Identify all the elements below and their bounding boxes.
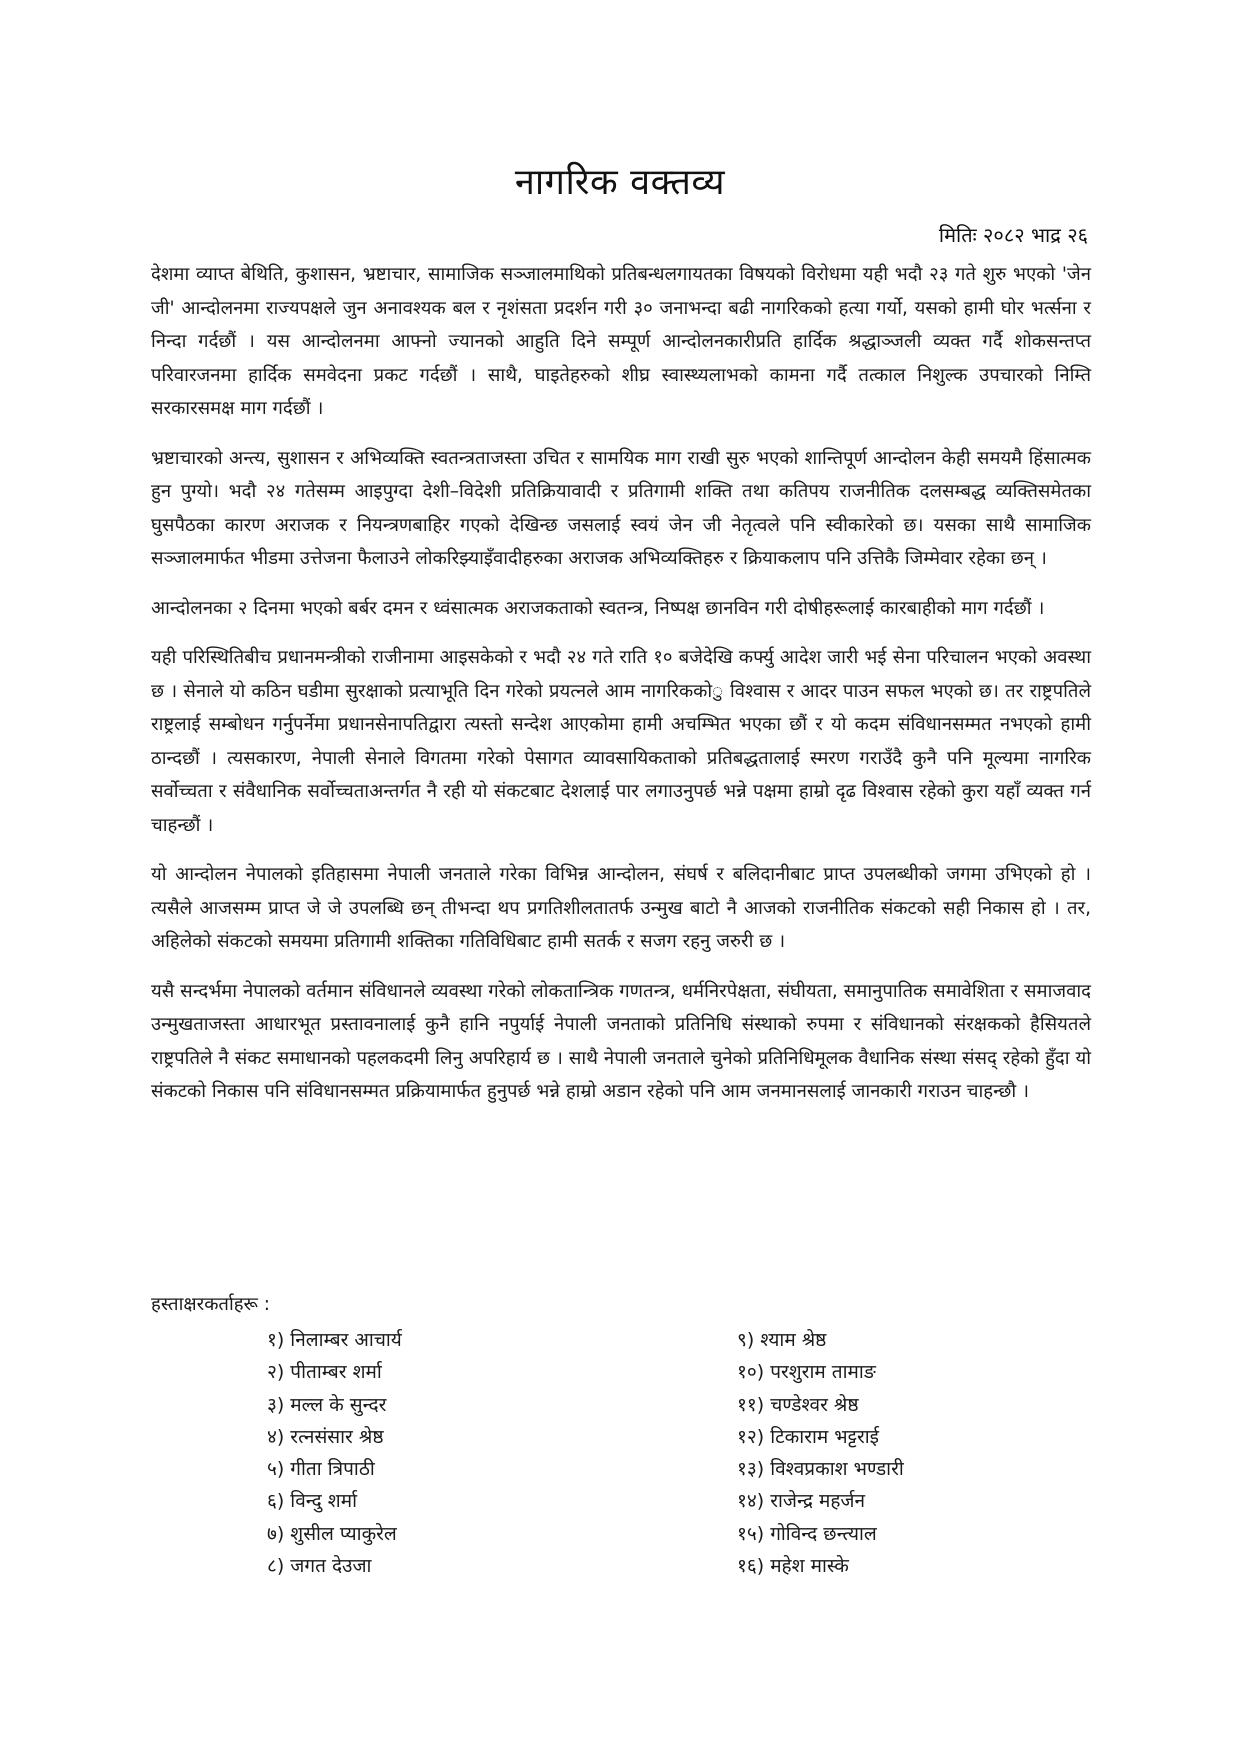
signatory-item xyxy=(737,1453,904,1485)
signatory-number: ११) xyxy=(737,1393,765,1416)
signatory-number: ५) xyxy=(267,1458,285,1481)
document-title: नागरिक वक्तव्य xyxy=(514,162,726,203)
signatory-name: विन्दु शर्मा xyxy=(290,1490,357,1513)
paragraph-history: यो आन्दोलन नेपालको इतिहासमा नेपाली जनताले गरेका विभिन्न आन्दोलन, संघर्ष र बलिदानीबाट प्राप्त उपलब्धीको जगमा उभिएको हो । त्यसैले आजसम्म प्राप्त जे जे उपलब्धि छन् तीभन्दा थप प्रगतिशीलतातर्फ उन्मुख बाटो नै आजको राजनीतिक संकटको सही निकास हो । तर, अहिलेको संकटको समयमा प्रतिगामी शक्तिका गतिविधिबाट हामी सतर्क र सजग रहनु जरुरी छ । xyxy=(151,864,1091,952)
signatory-name: निलाम्बर आचार्य xyxy=(290,1329,402,1351)
signatory-name: गीता त्रिपाठी xyxy=(290,1458,375,1481)
signatory-number: १०) xyxy=(737,1361,765,1384)
signatory-number: ६) xyxy=(267,1490,285,1513)
signatory-item xyxy=(267,1485,737,1517)
signatory-name: चण्डेश्वर श्रेष्ठ xyxy=(770,1393,859,1416)
paragraph-investigation-demand: आन्दोलनका २ दिनमा भएको बर्बर दमन र ध्वंसात्मक अराजकताको स्वतन्त्र, निष्पक्ष छानविन गरी दोषीहरूलाई कारबाहीको माग गर्दछौं । xyxy=(151,597,1045,619)
signatory-name: श्याम श्रेष्ठ xyxy=(760,1329,827,1351)
signatories-right-list xyxy=(737,1324,904,1582)
paragraph-movement: भ्रष्टाचारको अन्त्य, सुशासन र अभिव्यक्ति स्वतन्त्रताजस्ता उचित र सामयिक माग राखी सुरु भएको शान्तिपूर्ण आन्दोलन केही समयमै हिंसात्मक हुन पुग्यो। भदौ २४ गतेसम्म आइपुग्दा देशी–विदेशी प्रतिक्रियावादी र प्रतिगामी शक्ति तथा कतिपय राजनीतिक दलसम्बद्ध व्यक्तिसमेतका घुसपैठका कारण अराजक र नियन्त्रणबाहिर गएको देखिन्छ जसलाई स्वयं जेन जी नेतृत्वले पनि स्वीकारेको छ। यसका साथै सामाजिक सञ्जालमार्फत भीडमा उत्तेजना फैलाउने लोकरिझ्याइँवादीहरुका अराजक अभिव्यक्तिहरु र क्रियाकलाप पनि उत्तिकै जिम्मेवार रहेका छन् । xyxy=(151,447,1091,569)
signatories-left-list xyxy=(267,1324,737,1582)
signatory-item xyxy=(267,1421,737,1453)
signatories-columns xyxy=(151,1324,1091,1582)
signatory-number: १३) xyxy=(737,1458,765,1481)
signatory-number: १६) xyxy=(737,1555,765,1578)
document-date: मितिः २०८२ भाद्र २६ xyxy=(938,223,1088,247)
signatory-item xyxy=(737,1356,904,1388)
signatory-item xyxy=(737,1421,904,1453)
signatory-item xyxy=(267,1389,737,1421)
signatory-item xyxy=(267,1324,737,1356)
statement-body xyxy=(151,258,1091,1125)
signatory-number: ४) xyxy=(267,1425,285,1448)
paragraph-condemnation: देशमा व्याप्त बेथिति, कुशासन, भ्रष्टाचार, सामाजिक सञ्जालमाथिको प्रतिबन्धलगायतका विषयको विरोधमा यही भदौ २३ गते शुरु भएको 'जेन जी' आन्दोलनमा राज्यपक्षले जुन अनावश्यक बल र नृशंसता प्रदर्शन गरी ३० जनाभन्दा बढी नागरिकको हत्या गर्यो, यसको हामी घोर भर्त्सना र निन्दा गर्दछौं । यस आन्दोलनमा आफ्नो ज्यानको आहुति दिने सम्पूर्ण आन्दोलनकारीप्रति हार्दिक श्रद्धाञ्जली व्यक्त गर्दै शोकसन्तप्त परिवारजनमा हार्दिक समवेदना प्रकट गर्दछौं । साथै, घाइतेहरुको शीघ्र स्वास्थ्यलाभको कामना गर्दै तत्काल निशुल्क उपचारको निम्ति सरकारसमक्ष माग गर्दछौं । xyxy=(151,264,1091,419)
signatory-name: राजेन्द्र महर्जन xyxy=(770,1490,866,1513)
paragraph-constitution: यसै सन्दर्भमा नेपालको वर्तमान संविधानले व्यवस्था गरेको लोकतान्त्रिक गणतन्त्र, धर्मनिरपेक्षता, संघीयता, समानुपातिक समावेशिता र समाजवाद उन्मुखताजस्ता आधारभूत प्रस्तावनालाई कुनै हानि नपुर्याई नेपाली जनताको प्रतिनिधि संस्थाको रुपमा र संविधानको संरक्षकको हैसियतले राष्ट्रपतिले नै संकट समाधानको पहलकदमी लिनु अपरिहार्य छ । साथै नेपाली जनताले चुनेको प्रतिनिधिमूलक वैधानिक संस्था संसद् रहेको हुँदा यो संकटको निकास पनि संविधानसम्मत प्रक्रियामार्फत हुनुपर्छ भन्ने हाम्रो अडान रहेको पनि आम जनमानसलाई जानकारी गराउन चाहन्छौ । xyxy=(151,980,1091,1102)
signatory-item xyxy=(267,1518,737,1550)
signatory-item xyxy=(737,1485,904,1517)
signatory-number: १४) xyxy=(737,1490,765,1513)
signatory-name: टिकाराम भट्टराई xyxy=(770,1425,879,1448)
signatory-number: १५) xyxy=(737,1522,765,1545)
signatory-item xyxy=(737,1518,904,1550)
signatory-item xyxy=(267,1550,737,1582)
signatories-section xyxy=(151,1290,1091,1582)
signatory-name: परशुराम तामाङ xyxy=(770,1361,876,1384)
signatory-number: ३) xyxy=(267,1393,285,1416)
signatory-name: रत्नसंसार श्रेष्ठ xyxy=(290,1425,384,1448)
signatory-number: ९) xyxy=(737,1329,755,1351)
signatory-item xyxy=(267,1356,737,1388)
signatory-name: जगत देउजा xyxy=(290,1555,372,1578)
signatory-name: विश्वप्रकाश भण्डारी xyxy=(770,1458,904,1481)
signatory-name: मल्ल के सुन्दर xyxy=(290,1393,387,1416)
signatory-name: महेश मास्के xyxy=(770,1555,849,1578)
signatory-name: शुसील प्याकुरेल xyxy=(290,1522,397,1545)
signatories-heading: हस्ताक्षरकर्ताहरू : xyxy=(151,1294,271,1315)
signatory-number: १२) xyxy=(737,1425,765,1448)
signatory-name: गोविन्द छन्त्याल xyxy=(770,1522,877,1545)
signatory-number: ८) xyxy=(267,1555,285,1578)
signatory-item xyxy=(737,1550,904,1582)
signatory-item xyxy=(737,1389,904,1421)
signatory-number: १) xyxy=(267,1329,285,1351)
signatory-number: ७) xyxy=(267,1522,285,1545)
signatory-item xyxy=(267,1453,737,1485)
paragraph-army-role: यही परिस्थितिबीच प्रधानमन्त्रीको राजीनामा आइसकेको र भदौ २४ गते राति १० बजेदेखि कर्फ्यु आदेश जारी भई सेना परिचालन भएको अवस्था छ । सेनाले यो कठिन घडीमा सुरक्षाको प्रत्याभूति दिन गरेको प्रयत्नले आम नागरिकको◌ु विश्वास र आदर पाउन सफल भएको छ। तर राष्ट्रपतिले राष्ट्रलाई सम्बोधन गर्नुपर्नेमा प्रधानसेनापतिद्वारा त्यस्तो सन्देश आएकोमा हामी अचम्भित भएका छौं र यो कदम संविधानसम्मत नभएको हामी ठान्दछौं । त्यसकारण, नेपाली सेनाले विगतमा गरेको पेसागत व्यावसायिकताको प्रतिबद्धतालाई स्मरण गराउँदै कुनै पनि मूल्यमा नागरिक सर्वोच्चता र संवैधानिक सर्वोच्चताअन्तर्गत नै रही यो संकटबाट देशलाई पार लगाउनुपर्छ भन्ने पक्षमा हाम्रो दृढ विश्वास रहेको कुरा यहाँ व्यक्त गर्न चाहन्छौं । xyxy=(151,647,1091,836)
signatory-name: पीताम्बर शर्मा xyxy=(290,1361,382,1384)
signatory-number: २) xyxy=(267,1361,285,1384)
signatory-item xyxy=(737,1324,904,1356)
